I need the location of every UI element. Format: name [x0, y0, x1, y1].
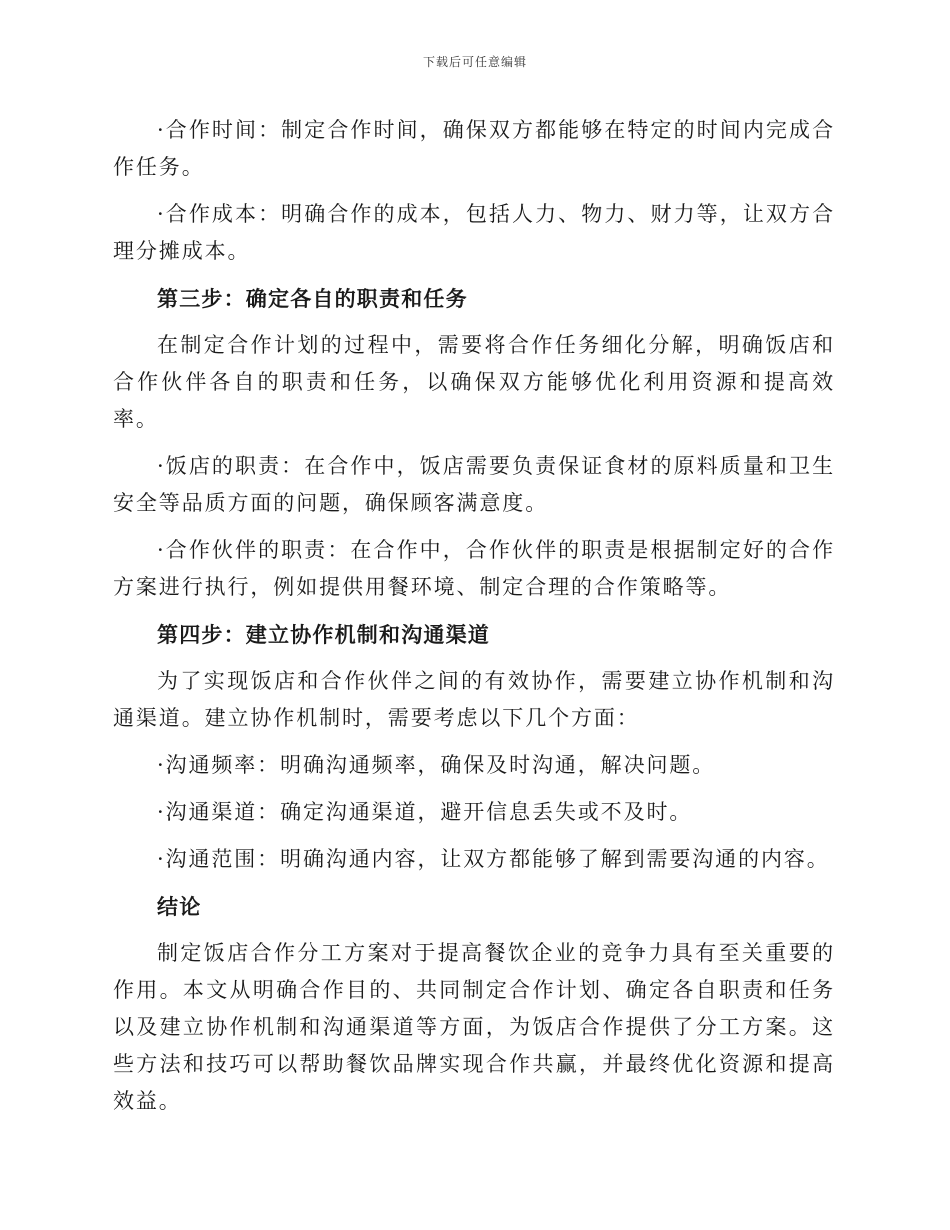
bullet-communication-channel: ·沟通渠道：确定沟通渠道，避开信息丢失或不及时。 [157, 800, 693, 824]
section-heading-step-four: 第四步：建立协作机制和沟通渠道 [157, 622, 490, 647]
bullet-partner-duties: ·合作伙伴的职责：在合作中，合作伙伴的职责是根据制定好的合作方案进行执行，例如提供用餐环境、制定合理的合作策略等。 [113, 538, 835, 599]
bullet-cooperation-cost: ·合作成本：明确合作的成本，包括人力、物力、财力等，让双方合理分摊成本。 [113, 202, 835, 263]
body-paragraph-conclusion: 制定饭店合作分工方案对于提高餐饮企业的竞争力具有至关重要的作用。本文从明确合作目的、共同制定合作计划、确定各自职责和任务以及建立协作机制和沟通渠道等方面，为饭店合作提供了分工方案。这些方法和技巧可以帮助餐饮品牌实现合作共赢，并最终优化资源和提高效益。 [113, 941, 835, 1113]
section-heading-conclusion: 结论 [157, 894, 202, 919]
section-heading-step-three: 第三步：确定各自的职责和任务 [157, 286, 468, 311]
bullet-communication-scope: ·沟通范围：明确沟通内容，让双方都能够了解到需要沟通的内容。 [157, 847, 830, 871]
body-paragraph-step-four: 为了实现饭店和合作伙伴之间的有效协作，需要建立协作机制和沟通渠道。建立协作机制时，需要考虑以下几个方面： [113, 669, 835, 730]
page-header: 下载后可任意编辑 [422, 55, 527, 69]
bullet-cooperation-time: ·合作时间：制定合作时间，确保双方都能够在特定的时间内完成合作任务。 [113, 118, 835, 179]
document-body [113, 112, 835, 1130]
body-paragraph-step-three: 在制定合作计划的过程中，需要将合作任务细化分解，明确饭店和合作伙伴各自的职责和任务，以确保双方能够优化利用资源和提高效率。 [113, 333, 835, 431]
bullet-restaurant-duties: ·饭店的职责：在合作中，饭店需要负责保证食材的原料质量和卫生安全等品质方面的问题，确保顾客满意度。 [113, 454, 835, 515]
bullet-communication-frequency: ·沟通频率：明确沟通频率，确保及时沟通，解决问题。 [157, 753, 716, 777]
